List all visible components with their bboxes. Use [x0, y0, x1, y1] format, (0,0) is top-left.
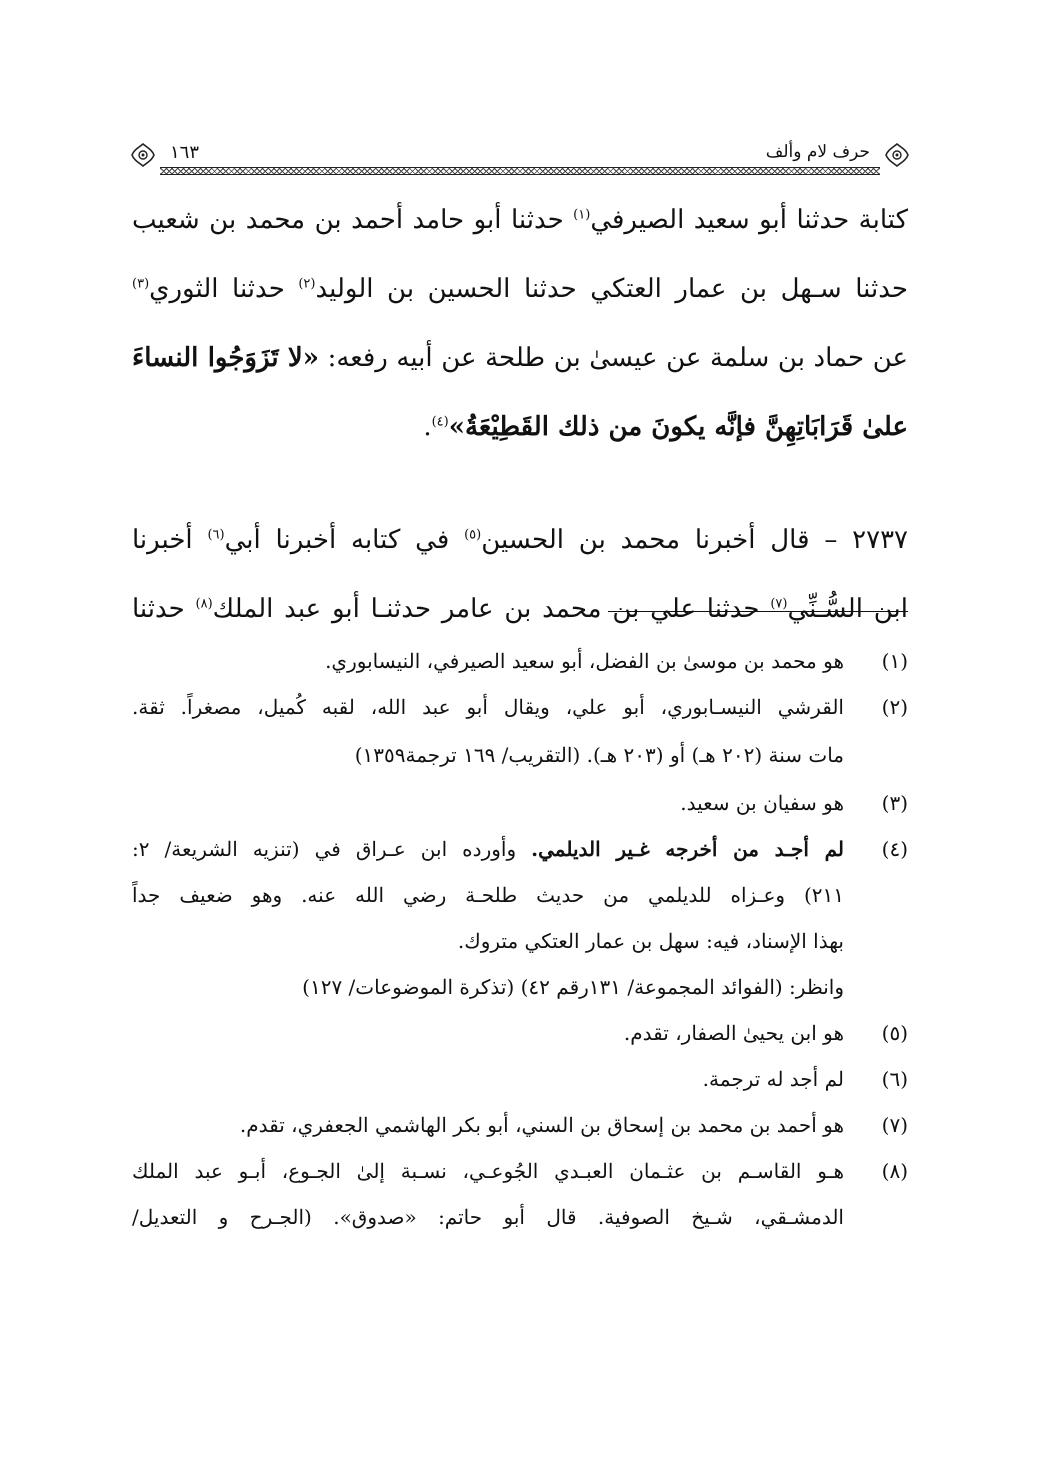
text-segment: حدثنا: [132, 594, 196, 624]
footnote-ref[interactable]: (٢): [298, 276, 316, 292]
text-line: [132, 575, 908, 644]
text-line: [132, 506, 908, 575]
footnote-line: هو سفيان بن سعيد.: [680, 791, 844, 815]
footnote-number: (٤): [881, 837, 908, 861]
text-line: [132, 393, 908, 462]
paragraph: [132, 506, 908, 644]
footnote-line: [132, 826, 844, 872]
footnote: [132, 1010, 908, 1056]
footnote-ref[interactable]: (٤): [431, 414, 449, 430]
footnote-line: بهذا الإسناد، فيه: سهل بن عمار العتكي متروك.: [457, 929, 844, 953]
footnote-number: (٣): [881, 791, 908, 815]
hadith-text: علىٰ قَرَابَاتِهِنَّ فإنَّه يكونَ من ذلك القَطِيْعَةُ»: [448, 412, 908, 442]
text-segment: في كتابه أخبرنا أبي: [224, 525, 465, 555]
hadith-text: «لا تَزَوَجُوا النساءَ: [132, 343, 320, 373]
paragraph: [132, 186, 908, 462]
footnote-bold-lead: لم أجـد من أخرجه غـير الديلمي.: [531, 837, 844, 861]
footnote: [132, 780, 908, 826]
main-text: [132, 186, 908, 644]
text-line: [132, 255, 908, 324]
footnote-line: مات سنة (٢٠٢ هـ) أو (٢٠٣ هـ). (التقريب/ ١٦٩ ترجمة١٣٥٩): [354, 743, 844, 767]
footnote-line: هو أحمد بن محمد بن إسحاق بن السني، أبو بكر الهاشمي الجعفري، تقدم.: [239, 1113, 844, 1137]
footnote-ref[interactable]: (٥): [464, 527, 482, 543]
footnote-number: (٥): [881, 1021, 908, 1045]
footnote-number: (٦): [881, 1067, 908, 1091]
footnote-ref[interactable]: (٨): [195, 596, 213, 612]
footnote-number: (٧): [881, 1113, 908, 1137]
text-line: [132, 186, 908, 255]
text-segment: .: [423, 412, 432, 442]
footnote-line: لم أجد له ترجمة.: [702, 1067, 844, 1091]
text-segment: وأورده ابن عـراق في (تنزيه الشريعة/ ٢:: [132, 837, 532, 861]
footnote: [132, 1102, 908, 1148]
text-segment: حدثنا علي بن محمد بن عامر حدثنـا أبو عبد الملك: [212, 594, 771, 624]
footnote: [132, 684, 908, 780]
footnote-ref[interactable]: (٣): [132, 276, 150, 292]
footnote-line: ٢١١) وعـزاه للديلمي من حديث طلحـة رضي الله عنه. وهو ضعيف جداً: [132, 883, 844, 907]
text-segment: حدثنا سـهل بن عمار العتكي حدثنا الحسين بن الوليد: [315, 274, 908, 304]
footnote-number: (٨): [881, 1159, 908, 1183]
header-divider: [160, 167, 880, 175]
footnote-line: هو محمد بن موسىٰ بن الفضل، أبو سعيد الصيرفي، النيسابوري.: [325, 649, 844, 673]
footnote-number: (١): [881, 649, 908, 673]
text-segment: أخبرنا: [132, 525, 208, 555]
text-segment: ٢٧٣٧ – قال أخبرنا محمد بن الحسين: [481, 525, 908, 555]
footnote-ref[interactable]: (١): [573, 207, 591, 223]
text-segment: حدثنا الثوري: [149, 274, 299, 304]
footnote-line: الدمشـقي، شـيخ الصوفية. قال أبو حاتم: «صدوق». (الجـرح و التعديل/: [132, 1205, 844, 1229]
footnote-ref[interactable]: (٧): [770, 596, 788, 612]
footnote-number: (٢): [881, 695, 908, 719]
footnote: [132, 1056, 908, 1102]
page-header: [130, 130, 910, 178]
footnote-line: هـو القاسـم بن عثـمان العبـدي الجُوعـي، نسـبة إلىٰ الجـوع، أبـو عبد الملك: [132, 1159, 844, 1183]
footnote-line: هو ابن يحيىٰ الصفار، تقدم.: [623, 1021, 844, 1045]
footnote-line: وانظر: (الفوائد المجموعة/ ١٣١رقم ٤٢) (تذكرة الموضوعات/ ١٢٧): [302, 975, 844, 999]
footnote-line: القرشي النيسـابوري، أبو علي، ويقال أبو عبد الله، لقبه كُميل، مصغراً. ثقة.: [132, 695, 844, 719]
text-segment: عن حماد بن سلمة عن عيسىٰ بن طلحة عن أبيه رفعه:: [319, 343, 908, 373]
footnote-separator: [608, 611, 908, 612]
ornament-icon: [130, 142, 156, 168]
footnote: [132, 826, 908, 1010]
text-segment: كتابة حدثنا أبو سعيد الصيرفي: [590, 205, 908, 235]
running-title: حرف لام وألف: [765, 142, 870, 162]
text-segment: حدثنا أبو حامد أحمد بن محمد بن شعيب: [132, 205, 574, 235]
text-line: [132, 324, 908, 393]
footnotes: [132, 638, 908, 1240]
footnote: [132, 1148, 908, 1240]
page-number: ١٦٣: [170, 142, 200, 163]
footnote: [132, 638, 908, 684]
text-segment: ابن السُّـنِّي: [787, 594, 908, 624]
footnote-ref[interactable]: (٦): [207, 527, 225, 543]
ornament-icon: [884, 142, 910, 168]
